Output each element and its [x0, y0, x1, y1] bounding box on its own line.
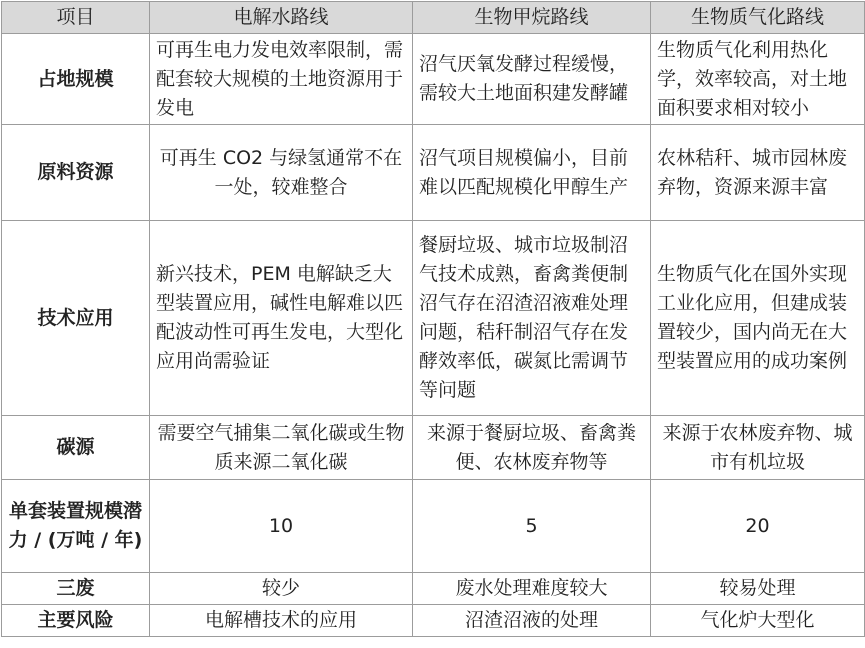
- table-cell: 废水处理难度较大: [413, 573, 651, 605]
- row-label: 原料资源: [2, 125, 150, 221]
- table-row: [2, 416, 865, 480]
- header-gasification: 生物质气化路线: [651, 2, 865, 34]
- table-cell: 需要空气捕集二氧化碳或生物质来源二氧化碳: [150, 416, 413, 480]
- table-cell: 生物质气化在国外实现工业化应用，但建成装置较少，国内尚无在大型装置应用的成功案例: [651, 221, 865, 416]
- row-label: 技术应用: [2, 221, 150, 416]
- table-row: [2, 34, 865, 125]
- row-label: 三废: [2, 573, 150, 605]
- header-biomethane: 生物甲烷路线: [413, 2, 651, 34]
- table-cell: 沼气项目规模偏小，目前难以匹配规模化甲醇生产: [413, 125, 651, 221]
- table-cell: 生物质气化利用热化学，效率较高，对土地面积要求相对较小: [651, 34, 865, 125]
- table-row: [2, 480, 865, 573]
- row-label: 占地规模: [2, 34, 150, 125]
- table-cell: 20: [651, 480, 865, 573]
- table-cell: 气化炉大型化: [651, 605, 865, 637]
- table-cell: 较少: [150, 573, 413, 605]
- header-row: [2, 2, 865, 34]
- header-electrolysis: 电解水路线: [150, 2, 413, 34]
- table-row: [2, 221, 865, 416]
- table-cell: 餐厨垃圾、城市垃圾制沼气技术成熟，畜禽粪便制沼气存在沼渣沼液难处理问题，秸秆制沼气存在发酵效率低，碳氮比需调节等问题: [413, 221, 651, 416]
- comparison-table: [1, 1, 865, 637]
- header-item: 项目: [2, 2, 150, 34]
- table-cell: 来源于餐厨垃圾、畜禽粪便、农林废弃物等: [413, 416, 651, 480]
- row-label: 单套装置规模潜力 / (万吨 / 年): [2, 480, 150, 573]
- table-cell: 可再生电力发电效率限制，需配套较大规模的土地资源用于发电: [150, 34, 413, 125]
- table-cell: 电解槽技术的应用: [150, 605, 413, 637]
- table-cell: 5: [413, 480, 651, 573]
- row-label: 主要风险: [2, 605, 150, 637]
- row-label: 碳源: [2, 416, 150, 480]
- table-cell: 较易处理: [651, 573, 865, 605]
- table-cell: 可再生 CO2 与绿氢通常不在一处，较难整合: [150, 125, 413, 221]
- table-row: [2, 125, 865, 221]
- table-cell: 沼渣沼液的处理: [413, 605, 651, 637]
- table-cell: 新兴技术，PEM 电解缺乏大型装置应用，碱性电解难以匹配波动性可再生发电，大型化应用尚需验证: [150, 221, 413, 416]
- table-row: [2, 573, 865, 605]
- table-cell: 来源于农林废弃物、城市有机垃圾: [651, 416, 865, 480]
- table-cell: 沼气厌氧发酵过程缓慢，需较大土地面积建发酵罐: [413, 34, 651, 125]
- table-row: [2, 605, 865, 637]
- table-cell: 10: [150, 480, 413, 573]
- table-cell: 农林秸秆、城市园林废弃物，资源来源丰富: [651, 125, 865, 221]
